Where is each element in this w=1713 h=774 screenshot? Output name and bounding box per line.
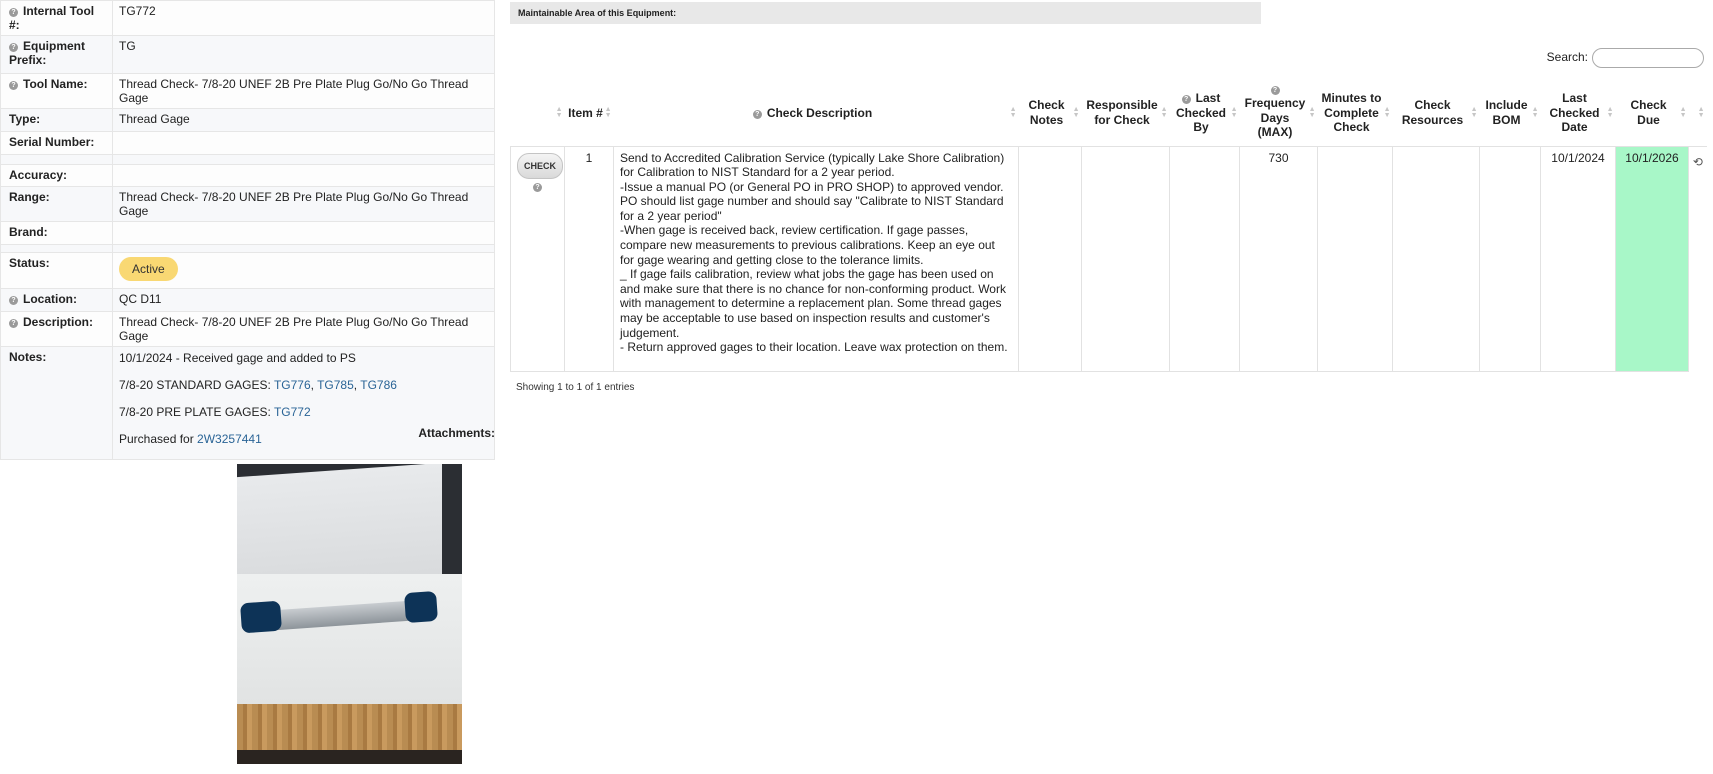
col-header-frequency-days[interactable]: ? Frequency Days (MAX) ▲ ▼: [1240, 80, 1318, 146]
photo-wood: [237, 704, 462, 750]
note-line: 7/8-20 PRE PLATE GAGES: TG772: [119, 405, 311, 419]
sort-icon: ▲ ▼: [1072, 105, 1080, 119]
status-badge: Active: [119, 257, 178, 281]
col-header-responsible[interactable]: Responsible for Check ▲ ▼: [1082, 80, 1170, 146]
help-icon[interactable]: ?: [1271, 86, 1280, 95]
value-accuracy: [113, 165, 495, 187]
attachment-photo[interactable]: [237, 464, 462, 764]
label-accuracy: Accuracy:: [1, 165, 113, 187]
value-status: [113, 253, 495, 289]
label-equipment-prefix: ? Equipment Prefix:: [1, 36, 113, 74]
sort-icon: ▲ ▼: [555, 105, 563, 119]
help-icon[interactable]: ?: [533, 183, 542, 192]
check-button[interactable]: CHECK: [517, 153, 563, 180]
help-icon[interactable]: ?: [9, 81, 18, 90]
value-notes: [113, 347, 495, 460]
col-header-check-description[interactable]: ? Check Description ▲ ▼: [614, 80, 1019, 146]
label-tool-name: ? Tool Name:: [1, 74, 113, 109]
note-line: 7/8-20 STANDARD GAGES: TG776, TG785, TG786: [119, 378, 397, 392]
help-icon[interactable]: ?: [1182, 95, 1191, 104]
help-icon[interactable]: ?: [9, 319, 18, 328]
sort-icon: ▲ ▼: [1308, 105, 1316, 119]
value-tool-name: Thread Check- 7/8-20 UNEF 2B Pre Plate Plug Go/No Go Thread Gage: [113, 74, 495, 109]
value-range: Thread Check- 7/8-20 UNEF 2B Pre Plate Plug Go/No Go Thread Gage: [113, 187, 495, 222]
value-type: Thread Gage: [113, 109, 495, 132]
search-row: [1400, 48, 1704, 68]
col-header-last-checked-date[interactable]: Last Checked Date ▲ ▼: [1541, 80, 1616, 146]
cell-check-due: 10/1/2026: [1616, 146, 1689, 371]
value-brand: [113, 222, 495, 245]
help-icon[interactable]: ?: [9, 296, 18, 305]
cell-include-bom: [1480, 146, 1541, 371]
photo-gage-cap: [404, 591, 438, 623]
col-header-check-due[interactable]: Check Due ▲ ▼: [1616, 80, 1689, 146]
note-line: 10/1/2024 - Received gage and added to PS: [119, 351, 356, 365]
sort-icon: ▲ ▼: [1160, 105, 1168, 119]
spacer: [1, 245, 113, 253]
maintainable-area-header: Maintainable Area of this Equipment:: [510, 2, 1261, 24]
sort-icon: ▲ ▼: [1606, 105, 1614, 119]
link-work-order[interactable]: 2W3257441: [197, 432, 262, 446]
photo-gage-cap: [240, 601, 282, 634]
sort-icon: ▲ ▼: [1009, 105, 1017, 119]
sort-icon: ▲ ▼: [604, 105, 612, 119]
cell-history: [1689, 146, 1707, 371]
history-icon[interactable]: ⟲: [1692, 154, 1703, 169]
sort-icon: ▲ ▼: [1470, 105, 1478, 119]
value-equipment-prefix: TG: [113, 36, 495, 74]
cell-check-description: [614, 146, 1019, 371]
col-header-actions[interactable]: [511, 80, 565, 146]
note-line: Purchased for 2W3257441: [119, 432, 262, 446]
description-line: -When gage is received back, review certification. If gage passes, compare new measurements to previous calibrations. Keep an eye out for gage wearing and getting close to the tolerance limits.: [620, 223, 995, 267]
sort-icon: ▲ ▼: [1679, 105, 1687, 119]
value-location: QC D11: [113, 289, 495, 312]
cell-actions: [511, 146, 565, 371]
equipment-info-table: [0, 0, 495, 460]
link-tg786[interactable]: TG786: [360, 378, 397, 392]
label-notes: Notes:: [1, 347, 113, 460]
cell-check-notes: [1019, 146, 1082, 371]
check-table: [510, 80, 1707, 372]
cell-last-checked-by: [1170, 146, 1240, 371]
spacer: [113, 245, 495, 253]
link-tg772[interactable]: TG772: [273, 405, 311, 419]
link-tg776[interactable]: TG776: [273, 378, 311, 392]
label-serial-number: Serial Number:: [1, 132, 113, 155]
cell-item: 1: [565, 146, 614, 371]
sort-icon: ▲ ▼: [1230, 105, 1238, 119]
spacer: [113, 155, 495, 165]
search-label: Search:: [1546, 50, 1588, 65]
description-line: _ If gage fails calibration, review what jobs the gage has been used on and make sure that there is no chance for non-conforming product. Work with management to determine a replacement plan. Some thread gages may be acceptable to use based on inspection results and customer's judgement.: [620, 267, 1006, 340]
label-type: Type:: [1, 109, 113, 132]
label-description: ? Description:: [1, 312, 113, 347]
cell-minutes: [1318, 146, 1393, 371]
label-internal-tool: ? Internal Tool #:: [1, 1, 113, 36]
search-input[interactable]: [1592, 48, 1704, 68]
col-header-last-checked-by[interactable]: ? Last Checked By ▲ ▼: [1170, 80, 1240, 146]
help-icon[interactable]: ?: [9, 43, 18, 52]
description-line: -Issue a manual PO (or General PO in PRO SHOP) to approved vendor. PO should list gage number and should say "Calibrate to NIST Standard for a 2 year period": [620, 179, 1004, 223]
col-header-item[interactable]: Item # ▲ ▼: [565, 80, 614, 146]
value-description: Thread Check- 7/8-20 UNEF 2B Pre Plate Plug Go/No Go Thread Gage: [113, 312, 495, 347]
label-brand: Brand:: [1, 222, 113, 245]
photo-shadow: [237, 750, 462, 764]
label-location: ? Location:: [1, 289, 113, 312]
table-row: [511, 146, 1707, 371]
cell-frequency-days: 730: [1240, 146, 1318, 371]
cell-check-resources: [1393, 146, 1480, 371]
col-header-include-bom[interactable]: Include BOM ▲ ▼: [1480, 80, 1541, 146]
label-range: Range:: [1, 187, 113, 222]
label-status: Status:: [1, 253, 113, 289]
sort-icon: ▲ ▼: [1697, 105, 1705, 119]
col-header-check-notes[interactable]: Check Notes ▲ ▼: [1019, 80, 1082, 146]
help-icon[interactable]: ?: [9, 8, 18, 17]
description-line: Send to Accredited Calibration Service (typically Lake Shore Calibration) for Calibration to NIST Standard for a 2 year period.: [620, 150, 1005, 180]
sort-icon: ▲ ▼: [1383, 105, 1391, 119]
spacer: [1, 155, 113, 165]
link-tg785[interactable]: TG785: [317, 378, 354, 392]
cell-responsible: [1082, 146, 1170, 371]
help-icon[interactable]: ?: [753, 110, 762, 119]
col-header-check-resources[interactable]: Check Resources ▲ ▼: [1393, 80, 1480, 146]
entries-info: Showing 1 to 1 of 1 entries: [516, 382, 635, 393]
attachments-label: Attachments:: [418, 426, 495, 440]
cell-last-checked-date: 10/1/2024: [1541, 146, 1616, 371]
col-header-minutes[interactable]: Minutes to Complete Check ▲ ▼: [1318, 80, 1393, 146]
col-header-history: [1689, 80, 1707, 146]
description-line: - Return approved gages to their location. Leave wax protection on them.: [620, 340, 1008, 355]
sort-icon: ▲ ▼: [1531, 105, 1539, 119]
value-serial-number: [113, 132, 495, 155]
value-internal-tool: TG772: [113, 1, 495, 36]
